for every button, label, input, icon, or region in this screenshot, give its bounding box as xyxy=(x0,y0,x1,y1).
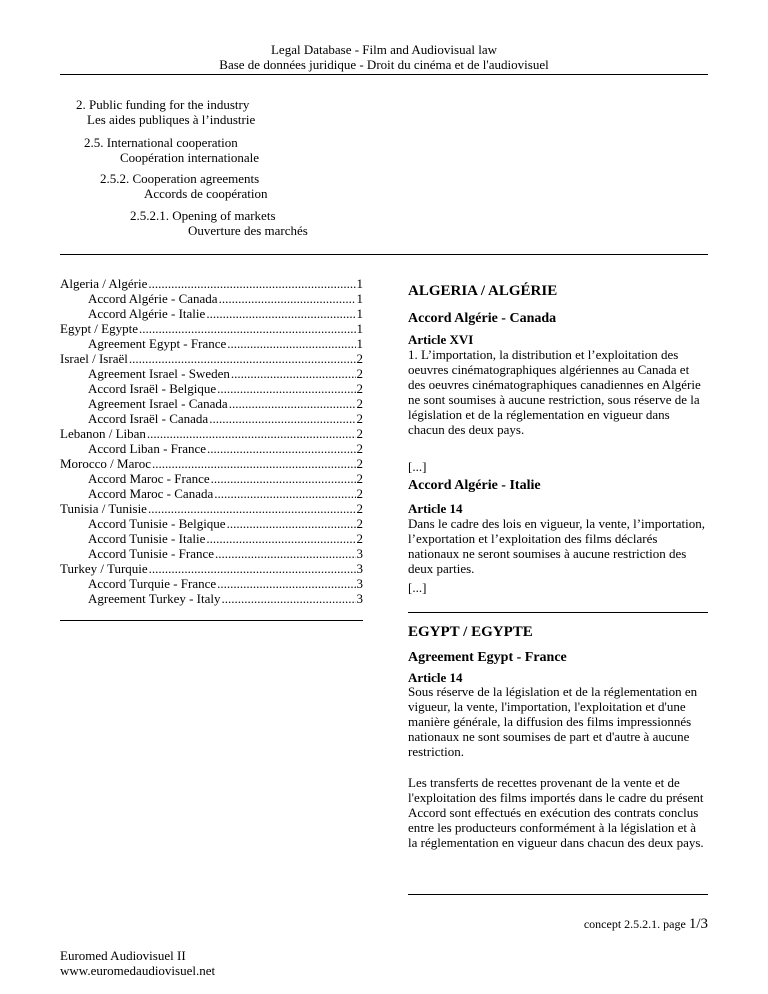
toc-entry[interactable]: Accord Liban - France ..... 2 xyxy=(60,441,363,456)
breadcrumb-divider xyxy=(60,254,708,255)
breadcrumb-level-3 xyxy=(100,171,267,201)
article-title: Article XVI xyxy=(408,332,474,347)
toc-entry[interactable]: Accord Israël - Canada ..... 2 xyxy=(60,411,363,426)
toc-entry[interactable]: Accord Algérie - Canada ..... 1 xyxy=(60,291,363,306)
breadcrumb-level-1-fr: Les aides publiques à l’industrie xyxy=(87,112,256,127)
header-divider xyxy=(60,74,708,75)
footer-org xyxy=(60,948,215,978)
section-divider xyxy=(408,612,708,613)
toc-entry[interactable]: Accord Tunisie - Italie ..... 2 xyxy=(60,531,363,546)
toc-entry[interactable]: Israel / Israël ..... 2 xyxy=(60,351,363,366)
toc-entry[interactable]: Morocco / Maroc ..... 2 xyxy=(60,456,363,471)
breadcrumb-level-3-fr: Accords de coopération xyxy=(144,186,268,201)
article-text: Les transferts de recettes provenant de la vente et de l'exploitation des films importés dans le cadre du présent Accord sont effectués en exécution des contrats conclus entre les producteurs conformément à la législation et à la réglementation en vigueur dans chacun des deux pays. xyxy=(408,775,704,850)
toc-entry[interactable]: Accord Tunisie - Belgique ..... 2 xyxy=(60,516,363,531)
toc-divider xyxy=(60,620,363,621)
toc-entry[interactable]: Agreement Egypt - France ..... 1 xyxy=(60,336,363,351)
ellipsis: [...] xyxy=(408,580,427,595)
article-text: Sous réserve de la législation et de la réglementation en vigueur, la vente, l'importation, l'exploitation et d'une manière générale, la diffusion des films impressionnés nationaux ne sont soumises de part et d'autre à aucune restriction. xyxy=(408,684,698,759)
breadcrumb-level-2 xyxy=(84,135,259,165)
toc-entry[interactable]: Accord Maroc - Canada ..... 2 xyxy=(60,486,363,501)
article-title: Article 14 xyxy=(408,501,463,516)
toc-entry[interactable]: Accord Tunisie - France ..... 3 xyxy=(60,546,363,561)
section-title-algeria: ALGERIA / ALGÉRIE xyxy=(408,283,558,299)
breadcrumb-level-4 xyxy=(130,208,308,238)
toc-entry[interactable]: Accord Maroc - France ..... 2 xyxy=(60,471,363,486)
agreement-title-algeria-canada: Accord Algérie - Canada xyxy=(408,311,557,326)
toc-entry[interactable]: Egypt / Egypte ..... 1 xyxy=(60,321,363,336)
toc-entry[interactable]: Accord Algérie - Italie ..... 1 xyxy=(60,306,363,321)
page-number: 1/3 xyxy=(688,916,708,932)
breadcrumb-level-2-en: 2.5. International cooperation xyxy=(84,135,238,150)
toc-entry[interactable]: Agreement Turkey - Italy ..... 3 xyxy=(60,591,363,606)
page-prefix: concept 2.5.2.1. page xyxy=(583,917,689,931)
breadcrumb-level-4-fr: Ouverture des marchés xyxy=(188,223,308,238)
article-text: Dans le cadre des lois en vigueur, la vente, l’importation, l’exportation et l’exploitation des films déclarés nationaux ne seront soumises à aucune restriction des deux parties. xyxy=(408,516,705,576)
toc-entry[interactable]: Agreement Israel - Sweden ..... 2 xyxy=(60,366,363,381)
breadcrumb-level-2-fr: Coopération internationale xyxy=(120,150,259,165)
breadcrumb-level-1 xyxy=(76,97,255,127)
breadcrumb-level-4-en: 2.5.2.1. Opening of markets xyxy=(130,208,276,223)
breadcrumb-level-1-en: 2. Public funding for the industry xyxy=(76,97,250,112)
section-title-egypt: EGYPT / EGYPTE xyxy=(408,624,533,640)
document-header xyxy=(60,42,708,72)
article-title: Article 14 xyxy=(408,670,463,685)
content-end-divider xyxy=(408,894,708,895)
article-text: 1. L’importation, la distribution et l’exploitation des oeuvres cinématographiques algériennes au Canada et des oeuvres cinématographiques canadiennes en Algérie ne sont soumises à aucune restriction, sous réserve de la législation et de la réglementation en vigueur dans chacun des deux pays. xyxy=(408,347,701,437)
toc-entry[interactable]: Accord Turquie - France ..... 3 xyxy=(60,576,363,591)
footer-org-name: Euromed Audiovisuel II xyxy=(60,948,186,963)
toc-entry[interactable]: Accord Israël - Belgique ..... 2 xyxy=(60,381,363,396)
toc-entry[interactable]: Lebanon / Liban ..... 2 xyxy=(60,426,363,441)
agreement-title-algeria-italie: Accord Algérie - Italie xyxy=(408,478,541,493)
breadcrumb-level-3-en: 2.5.2. Cooperation agreements xyxy=(100,171,260,186)
toc-entry[interactable]: Tunisia / Tunisie ..... 2 xyxy=(60,501,363,516)
table-of-contents xyxy=(60,276,363,606)
footer-url[interactable]: www.euromedaudiovisuel.net xyxy=(60,963,216,978)
toc-entry[interactable]: Turkey / Turquie ..... 3 xyxy=(60,561,363,576)
ellipsis: [...] xyxy=(408,459,427,474)
toc-entry[interactable]: Agreement Israel - Canada ..... 2 xyxy=(60,396,363,411)
header-title-fr: Base de données juridique - Droit du cinéma et de l'audiovisuel xyxy=(219,57,549,72)
agreement-title-egypt-france: Agreement Egypt - France xyxy=(408,650,567,665)
header-title-en: Legal Database - Film and Audiovisual law xyxy=(270,42,497,57)
page-indicator xyxy=(584,917,708,932)
toc-entry[interactable]: Algeria / Algérie ..... 1 xyxy=(60,276,363,291)
